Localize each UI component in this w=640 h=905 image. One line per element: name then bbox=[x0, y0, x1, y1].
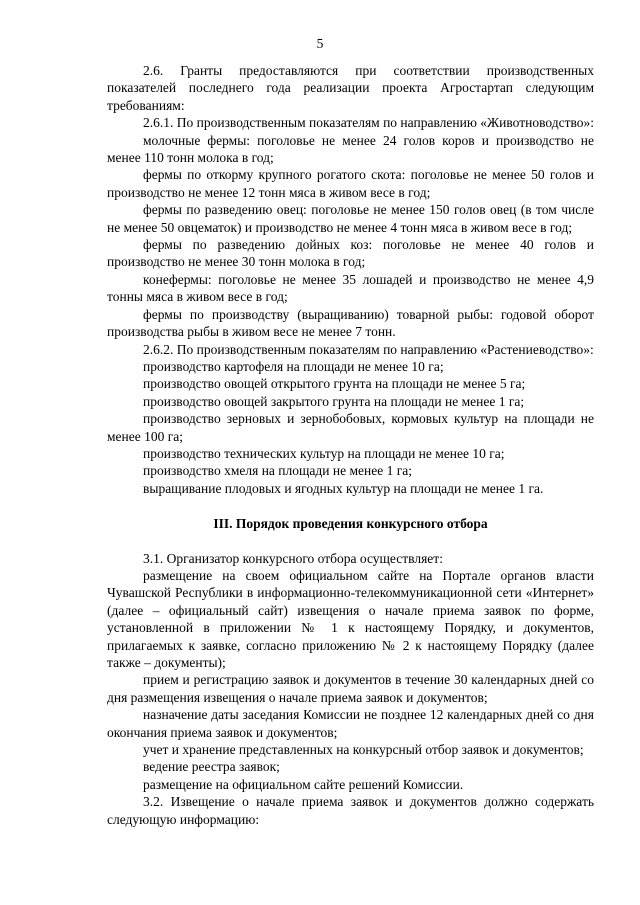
paragraph: фермы по откорму крупного рогатого скота: поголовье не менее 50 голов и производство не менее 12 тонн мяса в живом весе в год; bbox=[107, 167, 594, 200]
paragraph: 2.6.1. По производственным показателям по направлению «Животноводство»: bbox=[143, 115, 595, 131]
paragraph: производство технических культур на площади не менее 10 га; bbox=[143, 445, 505, 461]
section-heading: III. Порядок проведения конкурсного отбора bbox=[213, 516, 488, 532]
paragraph: конефермы: поголовье не менее 35 лошадей и производство не менее 4,9 тонны мяса в живом весе в год; bbox=[107, 271, 594, 305]
paragraph: 3.1. Организатор конкурсного отбора осуществляет: bbox=[143, 550, 443, 566]
paragraph: назначение даты заседания Комиссии не позднее 12 календарных дней со дня окончания приема заявок и документов; bbox=[107, 707, 594, 740]
paragraph: размещение на своем официальном сайте на Портале органов власти Чувашской Республики в информационно-телекоммуникационной сети «Интернет» (далее – официальный сайт) извещения о начале приема заявок по форме, установленной в приложении № 1 к настоящему Порядку, и документов, прилагаемых к заявке, согласно приложению № 2 к настоящему Порядку (далее также – документы); bbox=[107, 567, 594, 670]
paragraph: учет и хранение представленных на конкурсный отбор заявок и документов; bbox=[143, 742, 584, 758]
paragraph: производство картофеля на площади не менее 10 га; bbox=[143, 358, 444, 374]
paragraph: размещение на официальном сайте решений Комиссии. bbox=[143, 776, 464, 792]
paragraph: молочные фермы: поголовье не менее 24 голов коров и производство не менее 110 тонн молока в год; bbox=[107, 132, 594, 166]
paragraph: фермы по разведению овец: поголовье не менее 150 голов овец (в том числе не менее 50 овцематок) и производство не менее 4 тонн мяса в живом весе в год; bbox=[107, 202, 594, 235]
paragraph: производство зерновых и зернобобовых, кормовых культур на площади не менее 100 га; bbox=[107, 411, 594, 444]
page-number: 5 bbox=[316, 36, 324, 51]
paragraph: 2.6.2. По производственным показателям по направлению «Растениеводство»: bbox=[143, 341, 594, 357]
paragraph: фермы по производству (выращиванию) товарной рыбы: годовой оборот производства рыбы в живом весе не менее 7 тонн. bbox=[107, 306, 594, 340]
paragraph: ведение реестра заявок; bbox=[143, 759, 280, 775]
paragraph: прием и регистрацию заявок и документов в течение 30 календарных дней со дня размещения извещения о начале приема заявок и документов; bbox=[107, 672, 594, 705]
paragraph: производство овощей открытого грунта на площади не менее 5 га; bbox=[143, 376, 526, 392]
paragraph: фермы по разведению дойных коз: поголовье не менее 40 голов и производство не менее 30 тонн молока в год; bbox=[107, 237, 594, 270]
paragraph: производство хмеля на площади не менее 1 га; bbox=[143, 463, 412, 479]
paragraph: 3.2. Извещение о начале приема заявок и документов должно содержать следующую информацию: bbox=[107, 794, 594, 827]
paragraph: производство овощей закрытого грунта на площади не менее 1 га; bbox=[143, 393, 525, 409]
paragraph: 2.6. Гранты предоставляются при соответствии производственных показателей последнего года реализации проекта Агростартап следующим требованиям: bbox=[107, 63, 594, 113]
paragraph: выращивание плодовых и ягодных культур на площади не менее 1 га. bbox=[143, 480, 544, 496]
document-body bbox=[107, 62, 594, 828]
